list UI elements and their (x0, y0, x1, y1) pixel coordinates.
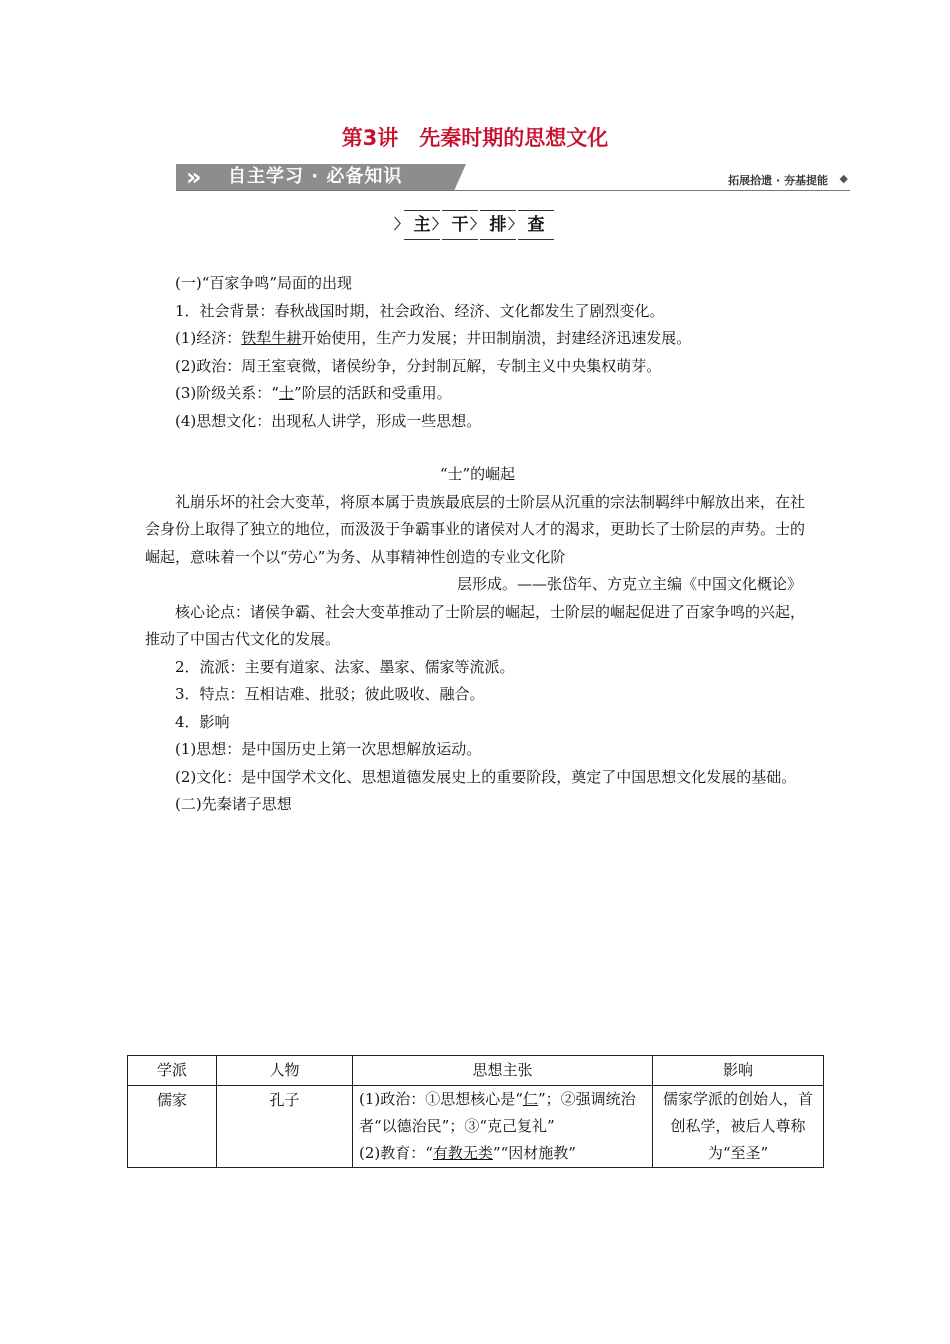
subheading-char: 〉 干 (442, 210, 478, 240)
paragraph: 4．影响 (175, 712, 230, 731)
underlined-term: 士 (278, 384, 294, 402)
paragraph: (3)阶级关系：“士”阶层的活跃和受重用。 (175, 384, 452, 402)
paragraph: (1)思想：是中国历史上第一次思想解放运动。 (175, 740, 482, 758)
table-header: 人物 (217, 1056, 353, 1086)
table-cell: 儒家学派的创始人，首创私学，被后人尊称为“至圣” (653, 1086, 824, 1168)
paragraph: (1)经济：铁犁牛耕开始使用，生产力发展；井田制崩溃，封建经济迅速发展。 (175, 329, 692, 347)
table-header: 思想主张 (353, 1056, 653, 1086)
subheading (404, 210, 556, 240)
subheading-char: 〉 主 (404, 210, 440, 240)
excerpt-text: 礼崩乐坏的社会大变革，将原本属于贵族最底层的士阶层从沉重的宗法制羁绊中解放出来，在社会身份上取得了独立的地位，而汲汲于争霸事业的诸侯对人才的渴求，更助长了士阶层的声势。士的崛起，意味着一个以“劳心”为务、从事精神性创造的专业文化阶 (145, 492, 806, 566)
table-header: 影响 (653, 1056, 824, 1086)
section-banner (176, 160, 850, 194)
section-heading: (二)先秦诸子思想 (175, 795, 292, 813)
paragraph: 3．特点：互相诘难、批驳；彼此吸收、融合。 (175, 685, 485, 703)
banner-label: 自主学习 · 必备知识 (228, 166, 403, 187)
core-argument: 核心论点：诸侯争霸、社会大变革推动了士阶层的崛起，士阶层的崛起促进了百家争鸣的兴起，推动了中国古代文化的发展。 (145, 602, 806, 648)
table-header: 学派 (128, 1056, 217, 1086)
paragraph: (2)政治：周王室衰微，诸侯纷争，分封制瓦解，专制主义中央集权萌芽。 (175, 356, 662, 375)
table-row (128, 1086, 824, 1168)
underlined-term: 有教无类 (432, 1144, 493, 1162)
section-heading: (一)“百家争鸣”局面的出现 (175, 274, 353, 292)
excerpt-title: “士”的崛起 (439, 465, 516, 483)
underlined-term: 仁 (522, 1090, 538, 1108)
paragraph: 2．流派：主要有道家、法家、墨家、儒家等流派。 (175, 657, 515, 676)
underlined-term: 铁犁牛耕 (241, 329, 302, 347)
diamond-icon: ◆ (839, 172, 848, 185)
document-body (145, 270, 810, 819)
paragraph: 1．社会背景：春秋战国时期，社会政治、经济、文化都发生了剧烈变化。 (175, 301, 665, 320)
table-cell: 儒家 (128, 1086, 217, 1168)
banner-divider (176, 190, 850, 191)
banner-right-text: 拓展拾遗 · 夯基提能 (728, 174, 828, 187)
table-header-row (128, 1056, 824, 1086)
subheading-char: 〉 排 (480, 210, 516, 240)
paragraph: (4)思想文化：出现私人讲学，形成一些思想。 (175, 411, 482, 430)
table-cell: (1)政治：①思想核心是“仁”；②强调统治者“以德治民”；③“克己复礼” (2)教育：“有教无类”“因材施教” (353, 1086, 653, 1168)
paragraph: (2)文化：是中国学术文化、思想道德发展史上的重要阶段，奠定了中国思想文化发展的基础。 (175, 767, 797, 786)
excerpt-source: 层形成。——张岱年、方克立主编《中国文化概论》 (456, 575, 802, 593)
subheading-char: 〉 查 (518, 210, 554, 240)
chevron-right-icon: » (186, 163, 202, 191)
thinkers-table (127, 1055, 824, 1168)
page-title: 第3讲 先秦时期的思想文化 (341, 126, 609, 150)
table-cell: 孔子 (217, 1086, 353, 1168)
